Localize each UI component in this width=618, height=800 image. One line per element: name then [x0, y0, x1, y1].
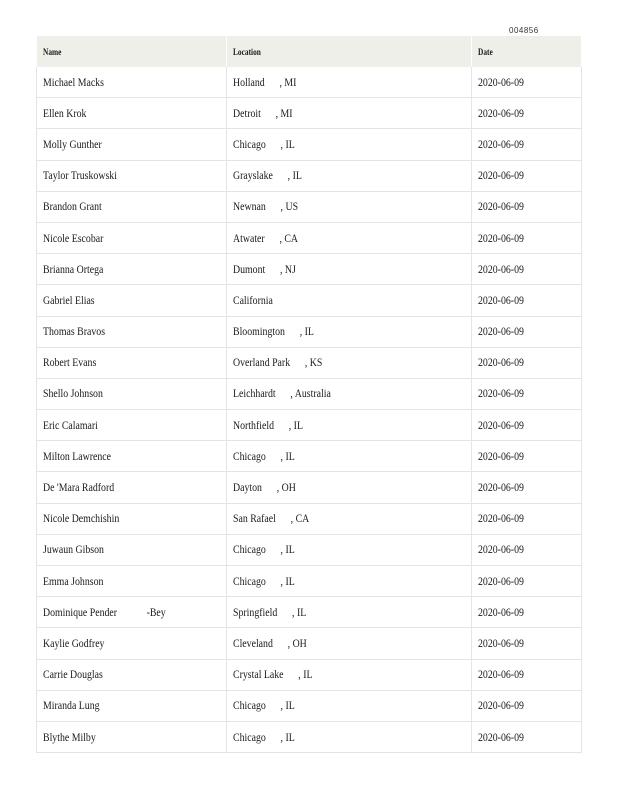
cell-date — [472, 347, 582, 378]
cell-date-text: 2020-06-09 — [478, 448, 524, 463]
table-row — [37, 254, 582, 285]
cell-name — [37, 690, 227, 721]
table-row — [37, 441, 582, 472]
cell-location — [227, 441, 472, 472]
cell-date — [472, 690, 582, 721]
column-header-location-label: Location — [233, 46, 261, 57]
cell-location — [227, 222, 472, 253]
cell-location — [227, 721, 472, 752]
cell-name-text: Gabriel Elias — [43, 292, 95, 307]
cell-date-text: 2020-06-09 — [478, 105, 524, 120]
cell-date-text: 2020-06-09 — [478, 667, 524, 682]
cell-location-text: Chicago , IL — [233, 573, 295, 588]
cell-name — [37, 378, 227, 409]
cell-date-text: 2020-06-09 — [478, 292, 524, 307]
column-header-date — [472, 36, 582, 67]
cell-name-text: Eric Calamari — [43, 417, 98, 432]
cell-date-text: 2020-06-09 — [478, 729, 524, 744]
cell-location-text: San Rafael , CA — [233, 511, 310, 526]
table-row — [37, 129, 582, 160]
table-row — [37, 98, 582, 129]
table-row — [37, 721, 582, 752]
cell-location — [227, 690, 472, 721]
cell-location — [227, 628, 472, 659]
table-row — [37, 378, 582, 409]
cell-date — [472, 160, 582, 191]
table-row — [37, 285, 582, 316]
cell-date-text: 2020-06-09 — [478, 542, 524, 557]
cell-name-text: Brianna Ortega — [43, 261, 104, 276]
cell-location-text: Northfield , IL — [233, 417, 303, 432]
cell-name-text: Milton Lawrence — [43, 448, 112, 463]
table-row — [37, 410, 582, 441]
cell-location-text: California — [233, 292, 273, 307]
cell-location — [227, 191, 472, 222]
cell-name-text: Taylor Truskowski — [43, 168, 117, 183]
cell-name-text: Miranda Lung — [43, 698, 100, 713]
cell-name-text: Molly Gunther — [43, 136, 102, 151]
cell-location-text: Bloomington , IL — [233, 324, 314, 339]
cell-date — [472, 628, 582, 659]
cell-location-text: Cleveland , OH — [233, 635, 307, 650]
table-row — [37, 597, 582, 628]
cell-location-text: Dumont , NJ — [233, 261, 296, 276]
cell-date-text: 2020-06-09 — [478, 417, 524, 432]
table-row — [37, 659, 582, 690]
signers-table — [36, 36, 582, 753]
table-row — [37, 160, 582, 191]
table-row — [37, 472, 582, 503]
cell-name — [37, 222, 227, 253]
cell-date — [472, 472, 582, 503]
cell-date — [472, 721, 582, 752]
cell-name — [37, 472, 227, 503]
cell-date — [472, 503, 582, 534]
cell-name — [37, 129, 227, 160]
cell-date-text: 2020-06-09 — [478, 635, 524, 650]
cell-date — [472, 222, 582, 253]
cell-name — [37, 628, 227, 659]
cell-location — [227, 316, 472, 347]
cell-date-text: 2020-06-09 — [478, 324, 524, 339]
cell-date-text: 2020-06-09 — [478, 136, 524, 151]
cell-name — [37, 597, 227, 628]
cell-date — [472, 441, 582, 472]
cell-date — [472, 597, 582, 628]
cell-name — [37, 659, 227, 690]
cell-date — [472, 98, 582, 129]
cell-name — [37, 410, 227, 441]
cell-date — [472, 534, 582, 565]
cell-date — [472, 316, 582, 347]
cell-name-text: Robert Evans — [43, 355, 97, 370]
table-row — [37, 347, 582, 378]
cell-location-text: Grayslake , IL — [233, 168, 302, 183]
cell-location — [227, 347, 472, 378]
cell-location-text: Overland Park , KS — [233, 355, 323, 370]
cell-location-text: Chicago , IL — [233, 448, 295, 463]
cell-name-text: Kaylie Godfrey — [43, 635, 105, 650]
table-header — [37, 36, 582, 67]
cell-date — [472, 191, 582, 222]
cell-location — [227, 659, 472, 690]
column-header-date-label: Date — [478, 46, 493, 57]
table-row — [37, 534, 582, 565]
cell-name-text: Michael Macks — [43, 74, 104, 89]
column-header-name — [37, 36, 227, 67]
cell-location-text: Chicago , IL — [233, 542, 295, 557]
cell-date-text: 2020-06-09 — [478, 74, 524, 89]
cell-location — [227, 254, 472, 285]
cell-name-text: Ellen Krok — [43, 105, 87, 120]
table-row — [37, 67, 582, 98]
cell-location — [227, 129, 472, 160]
column-header-name-label: Name — [42, 46, 61, 57]
cell-name — [37, 67, 227, 98]
cell-date — [472, 378, 582, 409]
cell-name-text: Dominique Pender -Bey — [43, 604, 166, 619]
cell-location-text: Springfield , IL — [233, 604, 307, 619]
cell-date-text: 2020-06-09 — [478, 261, 524, 276]
cell-date-text: 2020-06-09 — [478, 355, 524, 370]
cell-location-text: Chicago , IL — [233, 729, 295, 744]
cell-date-text: 2020-06-09 — [478, 230, 524, 245]
cell-date — [472, 659, 582, 690]
cell-name-text: Juwaun Gibson — [43, 542, 104, 557]
cell-date-text: 2020-06-09 — [478, 168, 524, 183]
cell-name-text: Carrie Douglas — [43, 667, 103, 682]
cell-name — [37, 316, 227, 347]
cell-date — [472, 566, 582, 597]
cell-date — [472, 67, 582, 98]
cell-location — [227, 98, 472, 129]
cell-date-text: 2020-06-09 — [478, 573, 524, 588]
cell-date-text: 2020-06-09 — [478, 604, 524, 619]
cell-name-text: Blythe Milby — [43, 729, 96, 744]
cell-location-text: Chicago , IL — [233, 698, 295, 713]
column-header-location — [227, 36, 472, 67]
table-row — [37, 690, 582, 721]
cell-name-text: Nicole Escobar — [43, 230, 104, 245]
table-body — [37, 67, 582, 753]
cell-date — [472, 285, 582, 316]
cell-location — [227, 472, 472, 503]
cell-date — [472, 410, 582, 441]
cell-date-text: 2020-06-09 — [478, 511, 524, 526]
cell-date-text: 2020-06-09 — [478, 480, 524, 495]
cell-location — [227, 503, 472, 534]
cell-location-text: Atwater , CA — [233, 230, 299, 245]
cell-location — [227, 597, 472, 628]
cell-name — [37, 721, 227, 752]
table-row — [37, 191, 582, 222]
table-row — [37, 566, 582, 597]
page-id-number: 004856 — [509, 26, 539, 35]
cell-location-text: Leichhardt , Australia — [233, 386, 331, 401]
cell-location-text: Holland , MI — [233, 74, 297, 89]
cell-name — [37, 160, 227, 191]
table-row — [37, 222, 582, 253]
cell-date-text: 2020-06-09 — [478, 698, 524, 713]
cell-location-text: Detroit , MI — [233, 105, 293, 120]
cell-location — [227, 378, 472, 409]
cell-location-text: Crystal Lake , IL — [233, 667, 313, 682]
header-row — [37, 36, 582, 67]
cell-location — [227, 534, 472, 565]
cell-location — [227, 67, 472, 98]
cell-name — [37, 347, 227, 378]
cell-name-text: Shello Johnson — [43, 386, 103, 401]
cell-location-text: Newnan , US — [233, 199, 299, 214]
cell-name — [37, 285, 227, 316]
cell-location-text: Dayton , OH — [233, 480, 296, 495]
table-row — [37, 316, 582, 347]
table-row — [37, 503, 582, 534]
cell-date-text: 2020-06-09 — [478, 199, 524, 214]
cell-name — [37, 191, 227, 222]
table-row — [37, 628, 582, 659]
cell-name — [37, 98, 227, 129]
cell-name — [37, 441, 227, 472]
cell-location — [227, 160, 472, 191]
cell-name — [37, 534, 227, 565]
cell-name — [37, 503, 227, 534]
cell-name-text: Thomas Bravos — [43, 324, 106, 339]
cell-date — [472, 254, 582, 285]
cell-date-text: 2020-06-09 — [478, 386, 524, 401]
cell-location — [227, 285, 472, 316]
cell-name — [37, 254, 227, 285]
cell-location — [227, 410, 472, 441]
cell-name-text: Nicole Demchishin — [43, 511, 120, 526]
cell-name-text: De 'Mara Radford — [43, 480, 115, 495]
cell-date — [472, 129, 582, 160]
cell-location — [227, 566, 472, 597]
cell-name — [37, 566, 227, 597]
cell-name-text: Emma Johnson — [43, 573, 104, 588]
cell-name-text: Brandon Grant — [43, 199, 102, 214]
cell-location-text: Chicago , IL — [233, 136, 295, 151]
